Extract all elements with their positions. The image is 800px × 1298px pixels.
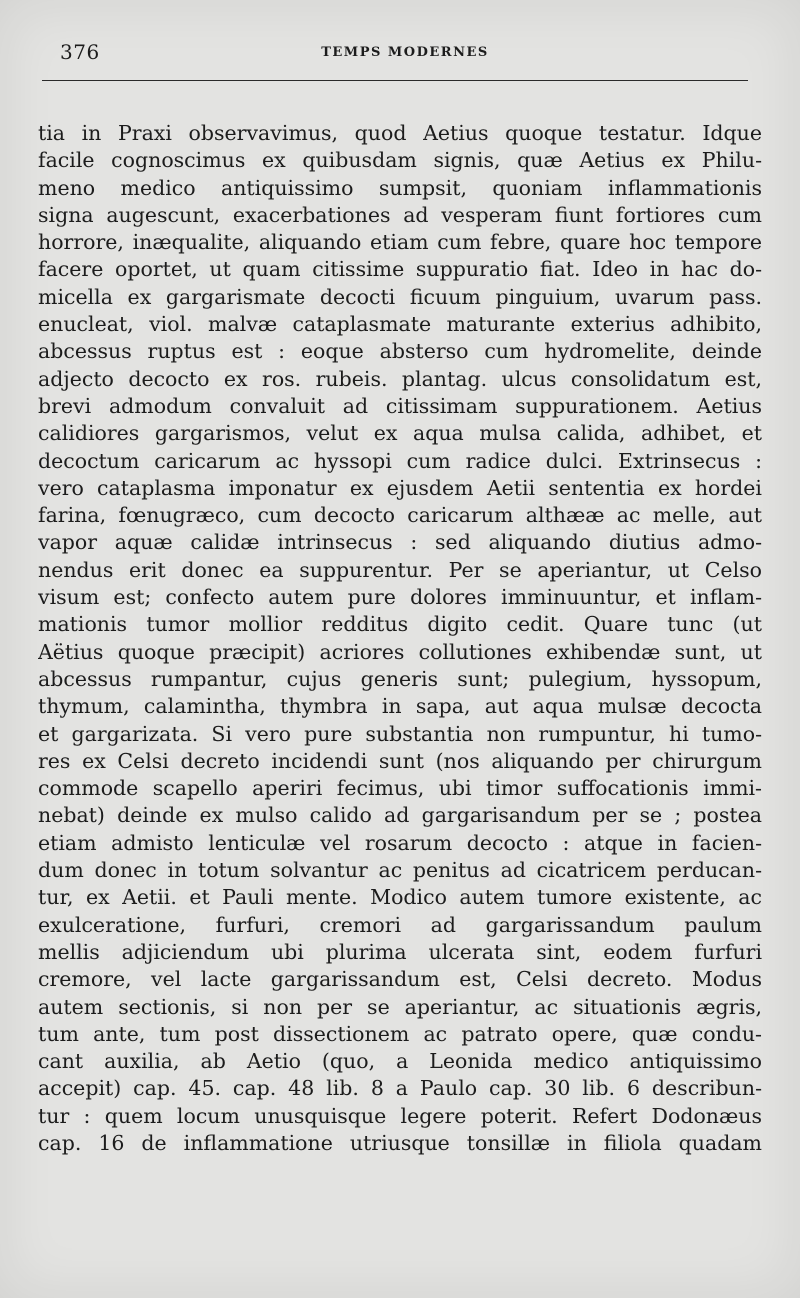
- text-line: mellis adjiciendum ubi plurima ulcerata sint, eodem furfuri: [38, 939, 762, 964]
- text-line: meno medico antiquissimo sumpsit, quoniam inflammationis: [38, 175, 762, 200]
- page-header: [60, 40, 750, 70]
- text-line: farina, fœnugræco, cum decocto caricarum althææ ac melle, aut: [38, 503, 762, 528]
- text-line: thymum, calamintha, thymbra in sapa, aut aqua mulsæ decocta: [38, 694, 762, 719]
- text-line: mationis tumor mollior redditus digito cedit. Quare tunc (ut: [38, 612, 762, 637]
- text-line: accepit) cap. 45. cap. 48 lib. 8 a Paulo cap. 30 lib. 6 describun-: [38, 1076, 762, 1101]
- text-line: adjecto decocto ex ros. rubeis. plantag. ulcus consolidatum est,: [38, 366, 762, 391]
- text-line: nebat) deinde ex mulso calido ad gargarisandum per se ; postea: [38, 803, 762, 828]
- text-line: et gargarizata. Si vero pure substantia non rumpuntur, hi tumo-: [38, 721, 762, 746]
- text-line: dum donec in totum solvantur ac penitus ad cicatricem perducan-: [38, 858, 762, 883]
- text-line: abcessus ruptus est : eoque absterso cum hydromelite, deinde: [38, 339, 762, 364]
- text-line: horrore, inæqualite, aliquando etiam cum febre, quare hoc tempore: [38, 230, 762, 255]
- text-line: res ex Celsi decreto incidendi sunt (nos aliquando per chirurgum: [38, 748, 762, 773]
- text-line: tum ante, tum post dissectionem ac patrato opere, quæ condu-: [38, 1021, 762, 1046]
- text-line: tur, ex Aetii. et Pauli mente. Modico autem tumore existente, ac: [38, 885, 762, 910]
- text-line: abcessus rumpantur, cujus generis sunt; pulegium, hyssopum,: [38, 666, 762, 691]
- text-line: facile cognoscimus ex quibusdam signis, quæ Aetius ex Philu-: [38, 148, 762, 173]
- text-line: Aëtius quoque præcipit) acriores collutiones exhibendæ sunt, ut: [38, 639, 762, 664]
- text-line: etiam admisto lenticulæ vel rosarum decocto : atque in facien-: [38, 830, 762, 855]
- text-line: exulceratione, furfuri, cremori ad gargarissandum paulum: [38, 912, 762, 937]
- text-line: nendus erit donec ea suppurentur. Per se aperiantur, ut Celso: [38, 557, 762, 582]
- text-line: tur : quem locum unusquisque legere poterit. Refert Dodonæus: [38, 1103, 762, 1128]
- text-line: autem sectionis, si non per se aperiantur, ac situationis ægris,: [38, 994, 762, 1019]
- text-line: cremore, vel lacte gargarissandum est, Celsi decreto. Modus: [38, 967, 762, 992]
- text-line: vero cataplasma imponatur ex ejusdem Aetii sententia ex hordei: [38, 475, 762, 500]
- header-rule: [42, 80, 748, 81]
- text-line: facere oportet, ut quam citissime suppuratio fiat. Ideo in hac do-: [38, 257, 762, 282]
- text-line: enucleat, viol. malvæ cataplasmate maturante exterius adhibito,: [38, 312, 762, 337]
- text-line: tia in Praxi observavimus, quod Aetius quoque testatur. Idque: [38, 121, 762, 145]
- text-line: decoctum caricarum ac hyssopi cum radice dulci. Extrinsecus :: [38, 448, 762, 473]
- text-line: commode scapello aperiri fecimus, ubi timor suffocationis immi-: [38, 776, 762, 801]
- text-line: visum est; confecto autem pure dolores imminuuntur, et inflam-: [38, 585, 762, 610]
- text-line: calidiores gargarismos, velut ex aqua mulsa calida, adhibet, et: [38, 421, 762, 446]
- text-line: cap. 16 de inflammatione utriusque tonsillæ in filiola quadam: [38, 1130, 762, 1155]
- text-line: micella ex gargarismate decocti ficuum pinguium, uvarum pass.: [38, 284, 762, 309]
- body-text: [38, 120, 762, 1157]
- page-number: 376: [60, 40, 100, 64]
- text-line: cant auxilia, ab Aetio (quo, a Leonida medico antiquissimo: [38, 1049, 762, 1074]
- text-line: signa augescunt, exacerbationes ad vesperam fiunt fortiores cum: [38, 202, 762, 227]
- text-line: brevi admodum convaluit ad citissimam suppurationem. Aetius: [38, 393, 762, 418]
- text-line: vapor aquæ calidæ intrinsecus : sed aliquando diutius admo-: [38, 530, 762, 555]
- running-title: TEMPS MODERNES: [321, 45, 489, 60]
